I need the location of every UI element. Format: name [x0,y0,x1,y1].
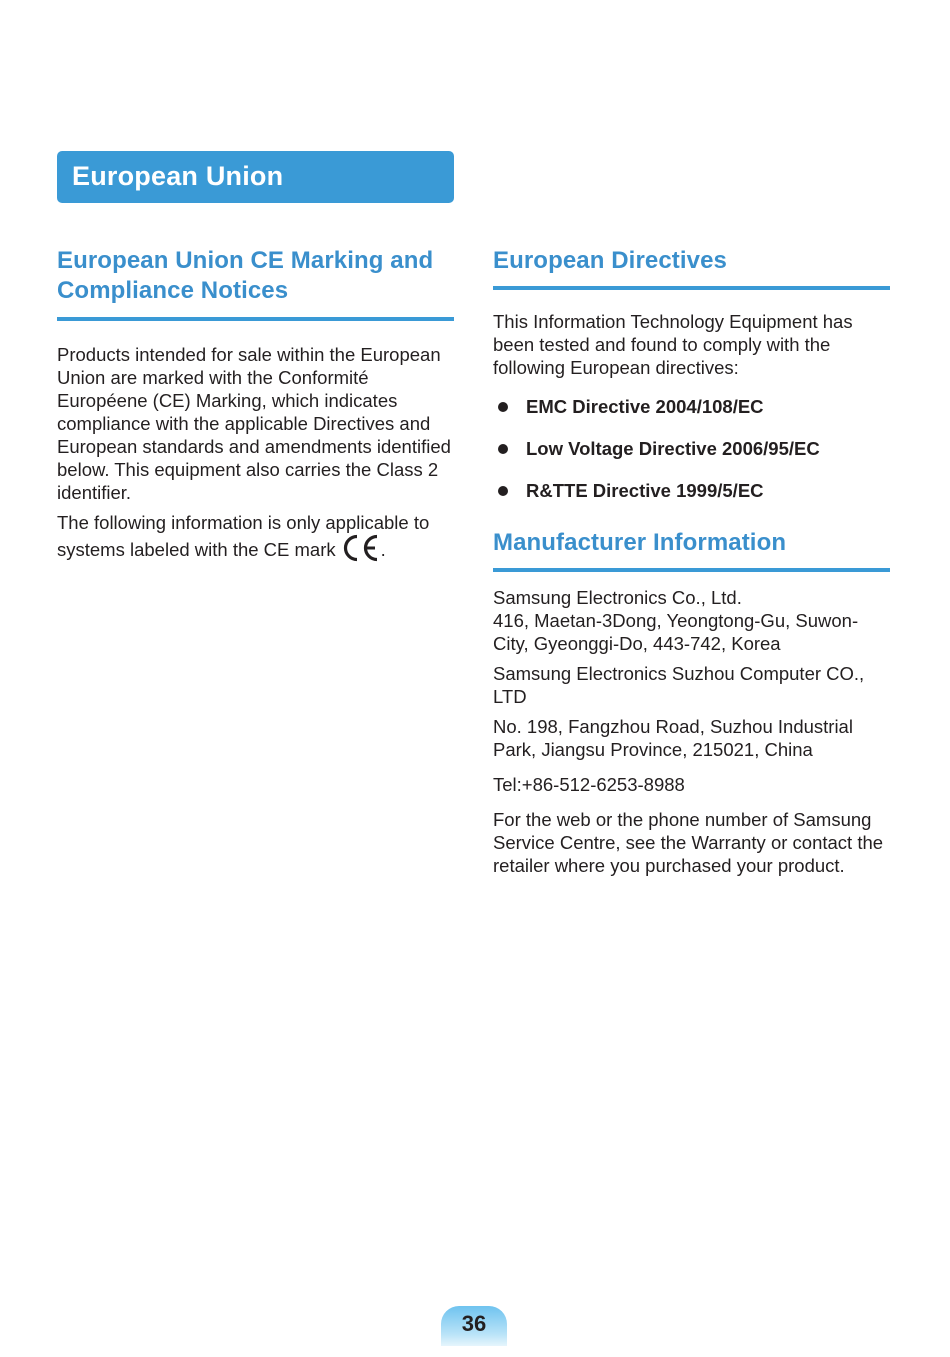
section-divider [57,317,454,321]
service-centre-note: For the web or the phone number of Samsung Service Centre, see the Warranty or contact the retailer where you purchased your product. [493,809,884,876]
right-column [493,246,890,877]
directives-intro: This Information Technology Equipment has been tested and found to comply with the following European directives: [493,311,853,378]
manufacturer-suzhou-name: Samsung Electronics Suzhou Computer CO., LTD [493,663,865,707]
bullet-icon [498,486,508,496]
directive-label: Low Voltage Directive 2006/95/EC [526,438,820,459]
directive-label: EMC Directive 2004/108/EC [526,396,764,417]
ce-applicability-end: . [380,539,386,560]
list-item [493,437,890,460]
manufacturer-name: Samsung Electronics Co., Ltd. [493,587,742,608]
list-item [493,395,890,418]
section-divider [493,568,890,572]
directives-title: European Directives [493,247,727,274]
section-banner [57,151,454,203]
manufacturer-tel: Tel:+86-512-6253-8988 [493,774,685,795]
list-item [493,479,890,502]
banner-title: European Union [72,161,284,191]
manufacturer-address: 416, Maetan-3Dong, Yeongtong-Gu, Suwon-City, Gyeonggi-Do, 443-742, Korea [493,610,859,654]
manufacturer-info [493,586,890,877]
manufacturer-korea [493,586,890,655]
manufacturer-title: Manufacturer Information [493,529,787,556]
section-divider [493,286,890,290]
ce-marking-paragraph: Products intended for sale within the European Union are marked with the Conformité Européene (CE) Marking, which indicates compliance with the applicable Directives and European standards and amendments identified below. This equipment also carries the Class 2 identifier. [57,344,451,503]
left-column [57,246,454,562]
manufacturer-suzhou-address: No. 198, Fangzhou Road, Suzhou Industrial Park, Jiangsu Province, 215021, China [493,716,853,760]
directives-list [493,395,890,502]
directive-label: R&TTE Directive 1999/5/EC [526,480,764,501]
bullet-icon [498,444,508,454]
ce-mark-icon [340,534,380,562]
bullet-icon [498,402,508,412]
ce-applicability-text: The following information is only applicable to systems labeled with the CE mark [57,512,430,560]
ce-marking-title: European Union CE Marking and Compliance Notices [57,247,434,304]
ce-applicability-paragraph [57,511,454,562]
page-number: 36 [441,1306,507,1346]
